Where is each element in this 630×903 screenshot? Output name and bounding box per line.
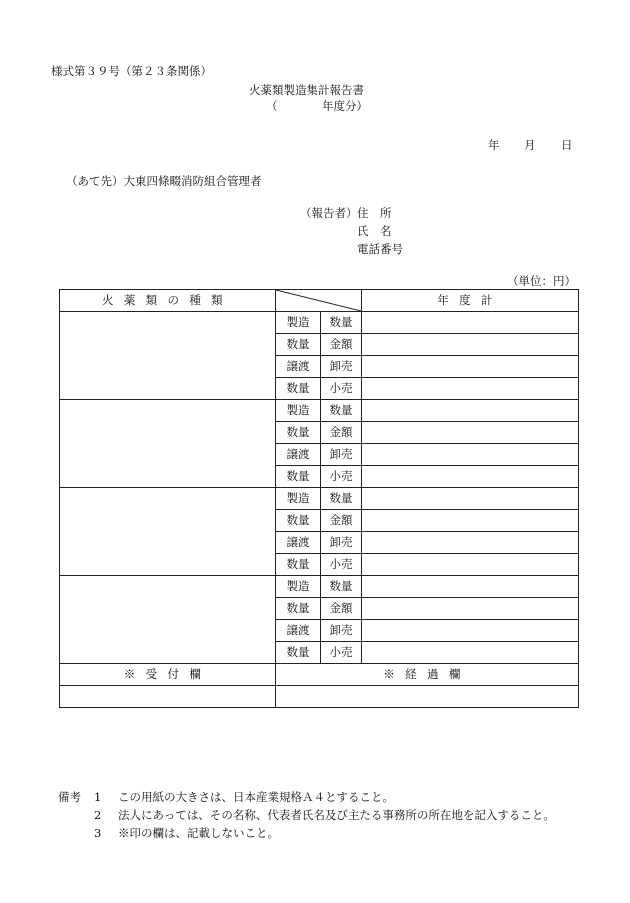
- row-label-b: 数量: [321, 400, 362, 422]
- annual-total-cell[interactable]: [362, 334, 579, 356]
- annual-total-cell[interactable]: [362, 378, 579, 400]
- table-row: [60, 488, 579, 510]
- annual-total-cell[interactable]: [362, 312, 579, 334]
- annual-total-cell[interactable]: [362, 532, 579, 554]
- reception-label: ※受付欄: [60, 664, 276, 686]
- date-day: 日: [561, 138, 573, 152]
- notes-heading: 備考: [58, 790, 81, 804]
- header-diagonal-cell: [276, 290, 362, 312]
- row-label-b: 小売: [321, 378, 362, 400]
- note-text: 法人にあっては、その名称、代表者氏名及び主たる事務所の所在地を記入すること。: [118, 808, 555, 822]
- date-month: 月: [524, 138, 536, 152]
- row-label-b: 小売: [321, 554, 362, 576]
- reporter-label: （報告者）: [300, 206, 358, 220]
- notes: [58, 788, 555, 842]
- row-label-b: 数量: [321, 312, 362, 334]
- annual-total-cell[interactable]: [362, 488, 579, 510]
- reception-area: [60, 686, 276, 708]
- row-label-b: 数量: [321, 488, 362, 510]
- note-num: 2: [94, 808, 102, 822]
- reporter-phone-label: 電話番号: [357, 242, 403, 256]
- row-label-a: 譲渡: [276, 532, 321, 554]
- addressee: （あて先）大東四條畷消防組合管理者: [66, 174, 262, 188]
- annual-total-cell[interactable]: [362, 576, 579, 598]
- table-row: [60, 312, 579, 334]
- row-label-a: 数量: [276, 378, 321, 400]
- annual-total-cell[interactable]: [362, 510, 579, 532]
- annual-total-cell[interactable]: [362, 422, 579, 444]
- diagonal-line: [276, 290, 361, 311]
- date-year: 年: [488, 138, 500, 152]
- note-num: 3: [94, 826, 102, 840]
- period-label: 年度分）: [322, 99, 368, 113]
- row-label-b: 金額: [321, 510, 362, 532]
- row-label-b: 金額: [321, 598, 362, 620]
- reporter-address-label: 住 所: [357, 206, 392, 220]
- header-total: 年度計: [362, 290, 579, 312]
- row-label-a: 数量: [276, 598, 321, 620]
- row-label-a: 数量: [276, 642, 321, 664]
- note-num: 1: [94, 790, 102, 804]
- row-label-a: 譲渡: [276, 356, 321, 378]
- table-header-row: [60, 290, 579, 312]
- row-label-a: 製造: [276, 488, 321, 510]
- note-row-2: [58, 806, 555, 824]
- explosive-type-cell[interactable]: [60, 400, 276, 488]
- form-number: 様式第３９号（第２３条関係）: [51, 64, 212, 78]
- table-row: [60, 576, 579, 598]
- header-type: 火薬類の種類: [60, 290, 276, 312]
- explosive-type-cell[interactable]: [60, 312, 276, 400]
- annual-total-cell[interactable]: [362, 466, 579, 488]
- row-label-b: 金額: [321, 422, 362, 444]
- row-label-a: 数量: [276, 554, 321, 576]
- note-row-1: [58, 788, 555, 806]
- reporter-name-label: 氏 名: [357, 224, 392, 238]
- report-table: [59, 289, 579, 708]
- row-label-a: 製造: [276, 400, 321, 422]
- row-label-b: 卸売: [321, 620, 362, 642]
- row-label-a: 数量: [276, 466, 321, 488]
- explosive-type-cell[interactable]: [60, 576, 276, 664]
- annual-total-cell[interactable]: [362, 356, 579, 378]
- row-label-b: 数量: [321, 576, 362, 598]
- office-use-header-row: [60, 664, 579, 686]
- row-label-a: 譲渡: [276, 444, 321, 466]
- progress-label: ※経過欄: [276, 664, 579, 686]
- annual-total-cell[interactable]: [362, 620, 579, 642]
- progress-area: [276, 686, 579, 708]
- note-text: この用紙の大きさは、日本産業規格Ａ４とすること。: [118, 790, 394, 804]
- annual-total-cell[interactable]: [362, 444, 579, 466]
- table-row: [60, 400, 579, 422]
- note-row-3: [58, 824, 555, 842]
- row-label-b: 卸売: [321, 356, 362, 378]
- unit-label: （単位：円）: [507, 274, 576, 288]
- row-label-a: 製造: [276, 312, 321, 334]
- annual-total-cell[interactable]: [362, 554, 579, 576]
- office-use-row: [60, 686, 579, 708]
- annual-total-cell[interactable]: [362, 642, 579, 664]
- report-table-body: [60, 290, 579, 708]
- row-label-b: 小売: [321, 466, 362, 488]
- row-label-b: 卸売: [321, 444, 362, 466]
- row-label-a: 製造: [276, 576, 321, 598]
- row-label-b: 小売: [321, 642, 362, 664]
- explosive-type-cell[interactable]: [60, 488, 276, 576]
- note-text: ※印の欄は、記載しないこと。: [118, 826, 279, 840]
- row-label-a: 数量: [276, 510, 321, 532]
- row-label-a: 譲渡: [276, 620, 321, 642]
- annual-total-cell[interactable]: [362, 598, 579, 620]
- row-label-a: 数量: [276, 422, 321, 444]
- form-title: 火薬類製造集計報告書: [249, 83, 364, 97]
- row-label-b: 金額: [321, 334, 362, 356]
- row-label-a: 数量: [276, 334, 321, 356]
- row-label-b: 卸売: [321, 532, 362, 554]
- annual-total-cell[interactable]: [362, 400, 579, 422]
- period-open: （: [266, 99, 278, 113]
